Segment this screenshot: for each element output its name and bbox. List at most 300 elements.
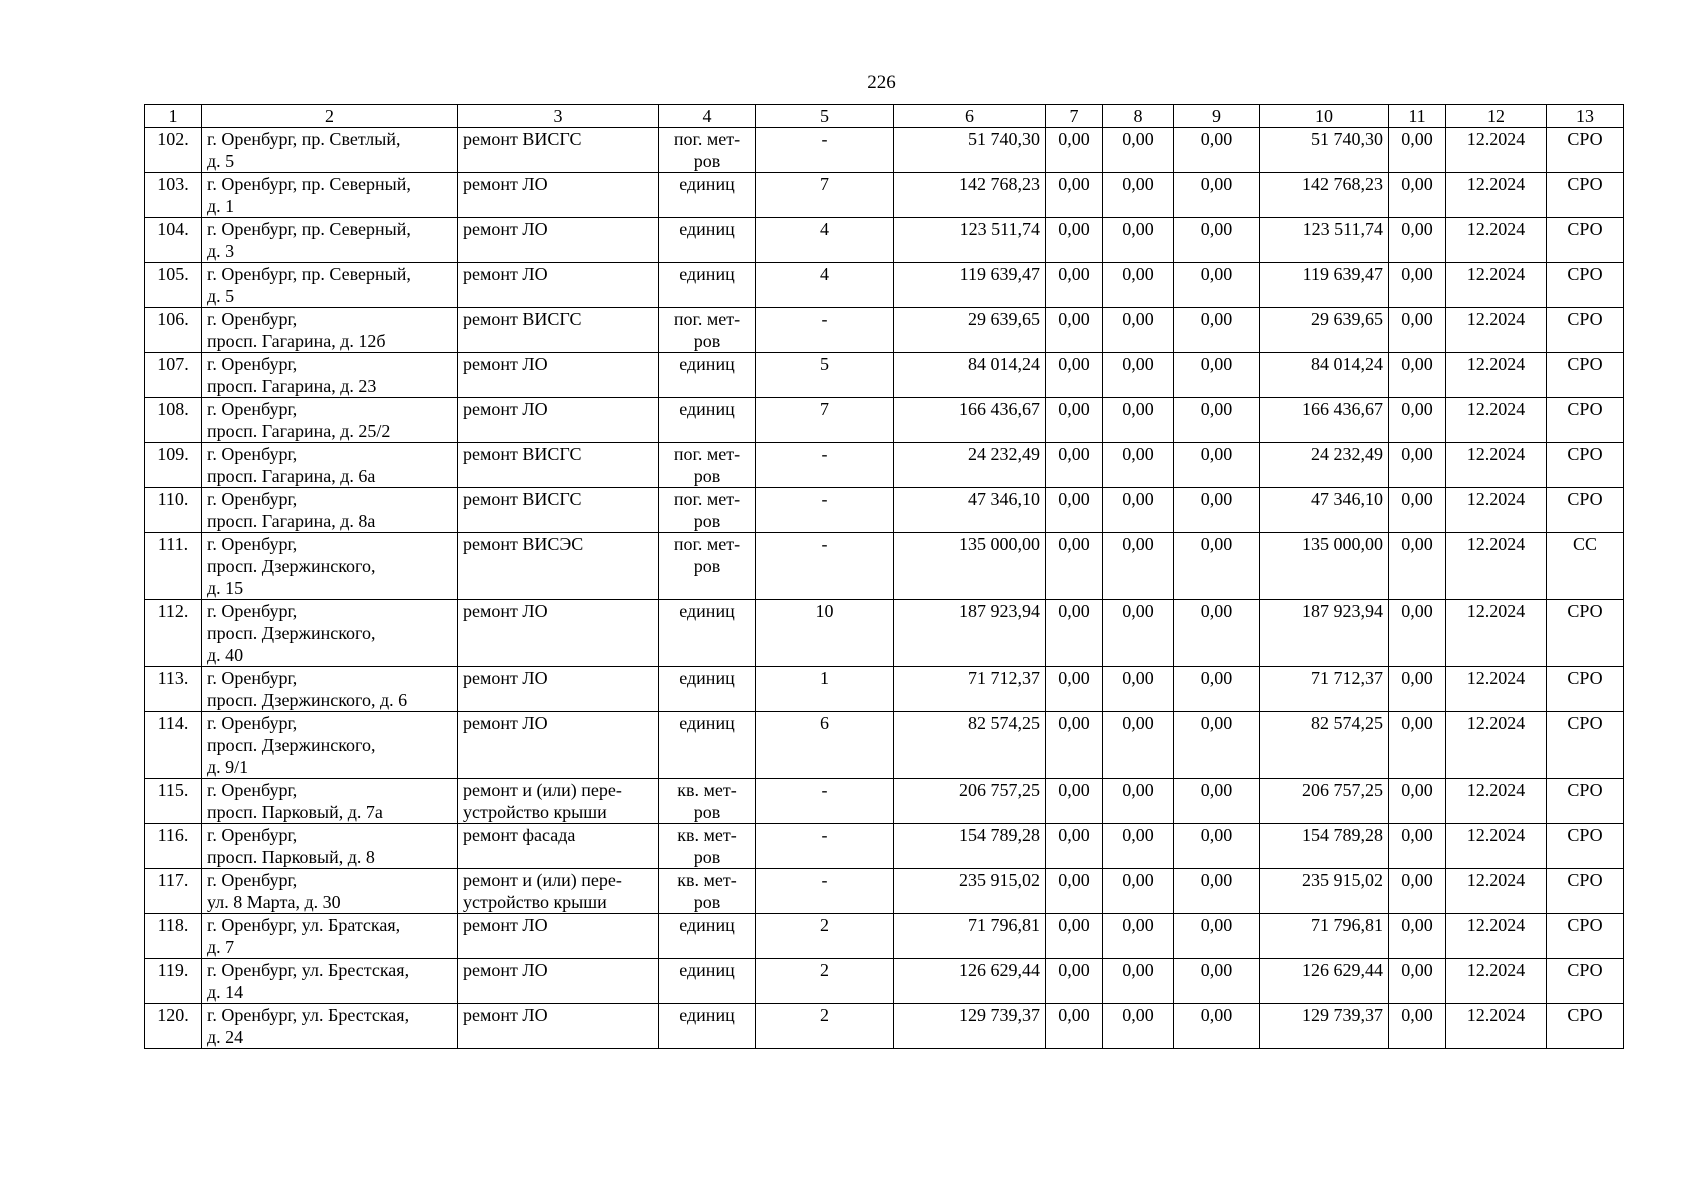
table-row [145, 488, 1624, 533]
unit-cell-line: ров [693, 511, 721, 531]
row-number: 114. [145, 712, 202, 779]
unit-cell [659, 779, 756, 824]
total-cost-cell: 84 014,24 [894, 353, 1046, 398]
work-type-cell [458, 128, 659, 173]
table-row [145, 533, 1624, 600]
table-row [145, 218, 1624, 263]
work-type-cell [458, 667, 659, 712]
table-row [145, 398, 1624, 443]
deadline-cell: 12.2024 [1446, 488, 1547, 533]
quantity-cell: 10 [756, 600, 894, 667]
column-9-cell: 0,00 [1174, 398, 1260, 443]
address-cell-line: г. Оренбург, [207, 601, 298, 621]
work-type-cell [458, 914, 659, 959]
table-row [145, 600, 1624, 667]
table-header [145, 105, 1624, 128]
unit-cell-line: пог. мет- [673, 309, 741, 329]
column-8-cell: 0,00 [1103, 667, 1174, 712]
column-8-cell: 0,00 [1103, 398, 1174, 443]
column-header-13: 13 [1547, 105, 1624, 128]
unit-cell [659, 353, 756, 398]
total-cost-cell: 71 796,81 [894, 914, 1046, 959]
column-9-cell: 0,00 [1174, 533, 1260, 600]
column-header-5: 5 [756, 105, 894, 128]
quantity-cell: 7 [756, 173, 894, 218]
address-cell [202, 308, 458, 353]
source-cell: СРО [1547, 959, 1624, 1004]
column-7-cell: 0,00 [1046, 218, 1103, 263]
address-cell-line: д. 40 [207, 645, 244, 665]
quantity-cell: - [756, 443, 894, 488]
column-11-cell: 0,00 [1389, 779, 1446, 824]
column-9-cell: 0,00 [1174, 1004, 1260, 1049]
address-cell [202, 488, 458, 533]
address-cell-line: просп. Гагарина, д. 12б [207, 331, 386, 351]
unit-cell [659, 263, 756, 308]
source-cell: СРО [1547, 398, 1624, 443]
table-row [145, 263, 1624, 308]
address-cell-line: д. 15 [207, 578, 244, 598]
column-10-cell: 47 346,10 [1260, 488, 1389, 533]
deadline-cell: 12.2024 [1446, 1004, 1547, 1049]
column-9-cell: 0,00 [1174, 263, 1260, 308]
row-number: 119. [145, 959, 202, 1004]
column-9-cell: 0,00 [1174, 488, 1260, 533]
address-cell [202, 779, 458, 824]
unit-cell [659, 398, 756, 443]
quantity-cell: 6 [756, 712, 894, 779]
address-cell-line: г. Оренбург, [207, 713, 298, 733]
work-type-cell-line: устройство крыши [463, 802, 607, 822]
address-cell-line: г. Оренбург, ул. Братская, [207, 915, 401, 935]
address-cell-line: просп. Дзержинского, [207, 556, 376, 576]
column-header-2: 2 [202, 105, 458, 128]
column-7-cell: 0,00 [1046, 353, 1103, 398]
unit-cell [659, 308, 756, 353]
total-cost-cell: 142 768,23 [894, 173, 1046, 218]
column-10-cell: 166 436,67 [1260, 398, 1389, 443]
row-number: 111. [145, 533, 202, 600]
address-cell-line: д. 5 [207, 151, 235, 171]
row-number: 108. [145, 398, 202, 443]
column-8-cell: 0,00 [1103, 128, 1174, 173]
address-cell-line: просп. Гагарина, д. 8а [207, 511, 376, 531]
unit-cell-line: единиц [679, 264, 735, 284]
unit-cell [659, 959, 756, 1004]
unit-cell-line: единиц [679, 1005, 735, 1025]
row-number: 113. [145, 667, 202, 712]
column-11-cell: 0,00 [1389, 600, 1446, 667]
column-9-cell: 0,00 [1174, 353, 1260, 398]
row-number: 109. [145, 443, 202, 488]
work-type-cell [458, 353, 659, 398]
column-11-cell: 0,00 [1389, 173, 1446, 218]
address-cell-line: просп. Парковый, д. 8 [207, 847, 375, 867]
address-cell-line: д. 14 [207, 982, 244, 1002]
column-8-cell: 0,00 [1103, 308, 1174, 353]
address-cell-line: г. Оренбург, [207, 399, 298, 419]
work-type-cell-line: ремонт ВИСГС [463, 129, 582, 149]
address-cell-line: просп. Дзержинского, д. 6 [207, 690, 408, 710]
column-10-cell: 84 014,24 [1260, 353, 1389, 398]
unit-cell-line: ров [693, 802, 721, 822]
column-11-cell: 0,00 [1389, 914, 1446, 959]
source-cell: СРО [1547, 667, 1624, 712]
column-8-cell: 0,00 [1103, 914, 1174, 959]
quantity-cell: - [756, 533, 894, 600]
address-cell [202, 533, 458, 600]
total-cost-cell: 82 574,25 [894, 712, 1046, 779]
table-row [145, 443, 1624, 488]
work-type-cell-line: ремонт ЛО [463, 174, 548, 194]
deadline-cell: 12.2024 [1446, 353, 1547, 398]
source-cell: СРО [1547, 308, 1624, 353]
deadline-cell: 12.2024 [1446, 712, 1547, 779]
address-cell [202, 263, 458, 308]
table-row [145, 353, 1624, 398]
column-7-cell: 0,00 [1046, 488, 1103, 533]
column-10-cell: 206 757,25 [1260, 779, 1389, 824]
deadline-cell: 12.2024 [1446, 443, 1547, 488]
total-cost-cell: 129 739,37 [894, 1004, 1046, 1049]
column-9-cell: 0,00 [1174, 959, 1260, 1004]
total-cost-cell: 206 757,25 [894, 779, 1046, 824]
unit-cell-line: пог. мет- [673, 534, 741, 554]
work-type-cell-line: ремонт ЛО [463, 399, 548, 419]
unit-cell-line: кв. мет- [677, 825, 737, 845]
total-cost-cell: 187 923,94 [894, 600, 1046, 667]
address-cell [202, 712, 458, 779]
deadline-cell: 12.2024 [1446, 263, 1547, 308]
column-7-cell: 0,00 [1046, 779, 1103, 824]
quantity-cell: 7 [756, 398, 894, 443]
unit-cell-line: единиц [679, 219, 735, 239]
quantity-cell: 5 [756, 353, 894, 398]
quantity-cell: 4 [756, 263, 894, 308]
column-10-cell: 126 629,44 [1260, 959, 1389, 1004]
work-type-cell [458, 1004, 659, 1049]
deadline-cell: 12.2024 [1446, 218, 1547, 263]
column-11-cell: 0,00 [1389, 869, 1446, 914]
work-type-cell [458, 173, 659, 218]
unit-cell [659, 600, 756, 667]
column-10-cell: 187 923,94 [1260, 600, 1389, 667]
column-7-cell: 0,00 [1046, 398, 1103, 443]
column-11-cell: 0,00 [1389, 712, 1446, 779]
deadline-cell: 12.2024 [1446, 128, 1547, 173]
address-cell [202, 398, 458, 443]
column-11-cell: 0,00 [1389, 218, 1446, 263]
table-row [145, 869, 1624, 914]
work-type-cell-line: ремонт ЛО [463, 1005, 548, 1025]
address-cell-line: г. Оренбург, [207, 825, 298, 845]
total-cost-cell: 29 639,65 [894, 308, 1046, 353]
column-8-cell: 0,00 [1103, 869, 1174, 914]
work-type-cell [458, 533, 659, 600]
quantity-cell: 1 [756, 667, 894, 712]
work-type-cell [458, 869, 659, 914]
address-cell [202, 667, 458, 712]
quantity-cell: - [756, 128, 894, 173]
unit-cell-line: единиц [679, 399, 735, 419]
unit-cell-line: единиц [679, 174, 735, 194]
column-10-cell: 71 796,81 [1260, 914, 1389, 959]
column-11-cell: 0,00 [1389, 353, 1446, 398]
column-7-cell: 0,00 [1046, 667, 1103, 712]
unit-cell-line: пог. мет- [673, 444, 741, 464]
work-type-cell-line: ремонт ВИСЭС [463, 534, 584, 554]
unit-cell-line: единиц [679, 601, 735, 621]
total-cost-cell: 47 346,10 [894, 488, 1046, 533]
work-type-cell-line: ремонт фасада [463, 825, 576, 845]
unit-cell [659, 824, 756, 869]
deadline-cell: 12.2024 [1446, 959, 1547, 1004]
column-7-cell: 0,00 [1046, 824, 1103, 869]
address-cell [202, 824, 458, 869]
total-cost-cell: 51 740,30 [894, 128, 1046, 173]
unit-cell-line: ров [693, 892, 721, 912]
table-row [145, 1004, 1624, 1049]
work-type-cell-line: ремонт ЛО [463, 219, 548, 239]
work-type-cell [458, 712, 659, 779]
source-cell: СРО [1547, 869, 1624, 914]
work-type-cell [458, 600, 659, 667]
unit-cell-line: пог. мет- [673, 129, 741, 149]
column-9-cell: 0,00 [1174, 667, 1260, 712]
unit-cell-line: единиц [679, 668, 735, 688]
source-cell: СРО [1547, 914, 1624, 959]
address-cell-line: д. 24 [207, 1027, 244, 1047]
unit-cell [659, 1004, 756, 1049]
deadline-cell: 12.2024 [1446, 667, 1547, 712]
source-cell: СРО [1547, 173, 1624, 218]
unit-cell [659, 712, 756, 779]
column-header-1: 1 [145, 105, 202, 128]
column-8-cell: 0,00 [1103, 218, 1174, 263]
work-type-cell-line: ремонт и (или) пере- [463, 870, 622, 890]
column-7-cell: 0,00 [1046, 128, 1103, 173]
source-cell: СРО [1547, 218, 1624, 263]
total-cost-cell: 135 000,00 [894, 533, 1046, 600]
table-row [145, 824, 1624, 869]
column-10-cell: 71 712,37 [1260, 667, 1389, 712]
unit-cell [659, 173, 756, 218]
deadline-cell: 12.2024 [1446, 869, 1547, 914]
work-type-cell-line: ремонт ВИСГС [463, 444, 582, 464]
address-cell [202, 218, 458, 263]
work-type-cell-line: ремонт ВИСГС [463, 489, 582, 509]
address-cell [202, 869, 458, 914]
column-7-cell: 0,00 [1046, 712, 1103, 779]
address-cell [202, 959, 458, 1004]
address-cell-line: просп. Парковый, д. 7а [207, 802, 383, 822]
work-type-cell-line: ремонт ЛО [463, 354, 548, 374]
column-10-cell: 135 000,00 [1260, 533, 1389, 600]
column-7-cell: 0,00 [1046, 533, 1103, 600]
column-9-cell: 0,00 [1174, 824, 1260, 869]
quantity-cell: - [756, 308, 894, 353]
address-cell-line: г. Оренбург, пр. Северный, [207, 264, 411, 284]
work-type-cell [458, 488, 659, 533]
address-cell-line: г. Оренбург, ул. Брестская, [207, 1005, 410, 1025]
work-type-cell-line: ремонт ЛО [463, 601, 548, 621]
address-cell-line: просп. Гагарина, д. 23 [207, 376, 377, 396]
total-cost-cell: 166 436,67 [894, 398, 1046, 443]
column-11-cell: 0,00 [1389, 128, 1446, 173]
address-cell [202, 914, 458, 959]
row-number: 106. [145, 308, 202, 353]
total-cost-cell: 24 232,49 [894, 443, 1046, 488]
deadline-cell: 12.2024 [1446, 173, 1547, 218]
capital-repair-table [144, 104, 1624, 1049]
table-row [145, 779, 1624, 824]
column-8-cell: 0,00 [1103, 263, 1174, 308]
column-header-12: 12 [1446, 105, 1547, 128]
address-cell-line: просп. Дзержинского, [207, 735, 376, 755]
deadline-cell: 12.2024 [1446, 914, 1547, 959]
work-type-cell [458, 308, 659, 353]
work-type-cell-line: ремонт ЛО [463, 960, 548, 980]
unit-cell-line: кв. мет- [677, 780, 737, 800]
column-9-cell: 0,00 [1174, 173, 1260, 218]
quantity-cell: 4 [756, 218, 894, 263]
unit-cell [659, 667, 756, 712]
quantity-cell: - [756, 488, 894, 533]
quantity-cell: 2 [756, 914, 894, 959]
column-9-cell: 0,00 [1174, 600, 1260, 667]
work-type-cell-line: ремонт ВИСГС [463, 309, 582, 329]
unit-cell [659, 869, 756, 914]
address-cell-line: д. 1 [207, 196, 235, 216]
address-cell-line: г. Оренбург, [207, 444, 298, 464]
column-7-cell: 0,00 [1046, 308, 1103, 353]
address-cell-line: г. Оренбург, [207, 534, 298, 554]
address-cell-line: г. Оренбург, [207, 668, 298, 688]
column-9-cell: 0,00 [1174, 914, 1260, 959]
table-row [145, 667, 1624, 712]
total-cost-cell: 126 629,44 [894, 959, 1046, 1004]
total-cost-cell: 123 511,74 [894, 218, 1046, 263]
source-cell: СРО [1547, 353, 1624, 398]
column-11-cell: 0,00 [1389, 263, 1446, 308]
work-type-cell-line: ремонт ЛО [463, 264, 548, 284]
address-cell-line: г. Оренбург, пр. Светлый, [207, 129, 401, 149]
row-number: 110. [145, 488, 202, 533]
table-row [145, 173, 1624, 218]
deadline-cell: 12.2024 [1446, 533, 1547, 600]
address-cell [202, 443, 458, 488]
row-number: 117. [145, 869, 202, 914]
unit-cell-line: единиц [679, 713, 735, 733]
column-9-cell: 0,00 [1174, 779, 1260, 824]
column-10-cell: 235 915,02 [1260, 869, 1389, 914]
column-11-cell: 0,00 [1389, 443, 1446, 488]
column-8-cell: 0,00 [1103, 488, 1174, 533]
unit-cell-line: ров [693, 331, 721, 351]
work-type-cell-line: ремонт ЛО [463, 915, 548, 935]
work-type-cell [458, 263, 659, 308]
work-type-cell [458, 443, 659, 488]
column-10-cell: 129 739,37 [1260, 1004, 1389, 1049]
source-cell: СРО [1547, 1004, 1624, 1049]
source-cell: СРО [1547, 712, 1624, 779]
address-cell [202, 353, 458, 398]
page-number: 226 [867, 72, 896, 93]
column-7-cell: 0,00 [1046, 600, 1103, 667]
column-11-cell: 0,00 [1389, 667, 1446, 712]
work-type-cell [458, 398, 659, 443]
column-11-cell: 0,00 [1389, 398, 1446, 443]
column-9-cell: 0,00 [1174, 712, 1260, 779]
unit-cell-line: пог. мет- [673, 489, 741, 509]
table-row [145, 128, 1624, 173]
row-number: 115. [145, 779, 202, 824]
column-11-cell: 0,00 [1389, 1004, 1446, 1049]
source-cell: СРО [1547, 779, 1624, 824]
work-type-cell [458, 824, 659, 869]
column-7-cell: 0,00 [1046, 263, 1103, 308]
row-number: 102. [145, 128, 202, 173]
address-cell [202, 173, 458, 218]
address-cell-line: просп. Дзержинского, [207, 623, 376, 643]
quantity-cell: - [756, 869, 894, 914]
column-7-cell: 0,00 [1046, 443, 1103, 488]
column-8-cell: 0,00 [1103, 353, 1174, 398]
work-type-cell [458, 779, 659, 824]
column-11-cell: 0,00 [1389, 488, 1446, 533]
quantity-cell: 2 [756, 959, 894, 1004]
table-row [145, 959, 1624, 1004]
unit-cell-line: единиц [679, 915, 735, 935]
column-header-7: 7 [1046, 105, 1103, 128]
total-cost-cell: 71 712,37 [894, 667, 1046, 712]
address-cell [202, 128, 458, 173]
column-9-cell: 0,00 [1174, 443, 1260, 488]
work-type-cell-line: ремонт ЛО [463, 713, 548, 733]
header-row [145, 105, 1624, 128]
column-7-cell: 0,00 [1046, 1004, 1103, 1049]
source-cell: СРО [1547, 600, 1624, 667]
unit-cell-line: ров [693, 847, 721, 867]
address-cell-line: г. Оренбург, [207, 309, 298, 329]
address-cell [202, 600, 458, 667]
quantity-cell: - [756, 824, 894, 869]
table-body [145, 128, 1624, 1049]
column-8-cell: 0,00 [1103, 533, 1174, 600]
column-8-cell: 0,00 [1103, 600, 1174, 667]
column-8-cell: 0,00 [1103, 173, 1174, 218]
row-number: 120. [145, 1004, 202, 1049]
address-cell-line: г. Оренбург, пр. Северный, [207, 174, 411, 194]
work-type-cell [458, 218, 659, 263]
total-cost-cell: 154 789,28 [894, 824, 1046, 869]
unit-cell-line: ров [693, 556, 721, 576]
column-8-cell: 0,00 [1103, 779, 1174, 824]
column-11-cell: 0,00 [1389, 959, 1446, 1004]
column-8-cell: 0,00 [1103, 443, 1174, 488]
unit-cell-line: единиц [679, 354, 735, 374]
address-cell-line: г. Оренбург, [207, 489, 298, 509]
row-number: 104. [145, 218, 202, 263]
unit-cell-line: ров [693, 466, 721, 486]
address-cell-line: д. 7 [207, 937, 235, 957]
source-cell: СРО [1547, 443, 1624, 488]
source-cell: СРО [1547, 263, 1624, 308]
total-cost-cell: 119 639,47 [894, 263, 1046, 308]
address-cell [202, 1004, 458, 1049]
unit-cell [659, 218, 756, 263]
table-row [145, 712, 1624, 779]
